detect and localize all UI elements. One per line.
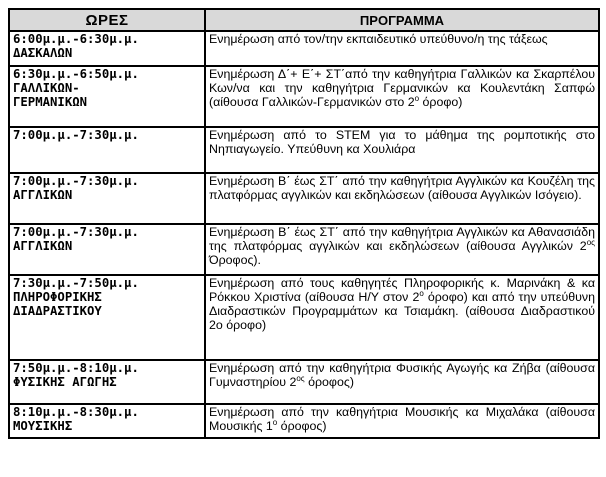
table-row bbox=[9, 275, 599, 360]
time-range: 7:50μ.μ.-8:10μ.μ. bbox=[13, 361, 139, 375]
description-text-end: όροφος) bbox=[304, 375, 354, 389]
description-text: Ενημέρωση από την καθηγήτρια Φυσικής Αγωγής κα Ζήβα (αίθουσα Γυμναστηρίου 2 bbox=[209, 361, 595, 389]
table-row bbox=[9, 173, 599, 224]
ordinal-suffix: ος bbox=[586, 237, 595, 247]
description-cell bbox=[205, 31, 599, 66]
description-cell bbox=[205, 404, 599, 438]
time-cell bbox=[9, 224, 205, 275]
description-cell bbox=[205, 173, 599, 224]
time-range: 7:00μ.μ.-7:30μ.μ. bbox=[13, 128, 139, 142]
ordinal-suffix: ο bbox=[419, 288, 424, 298]
time-range: 6:30μ.μ.-6:50μ.μ. bbox=[13, 67, 139, 81]
time-range: 7:30μ.μ.-7:50μ.μ. bbox=[13, 276, 139, 290]
subject-label: ΜΟΥΣΙΚΗΣ bbox=[13, 419, 73, 433]
time-cell bbox=[9, 360, 205, 404]
table-row bbox=[9, 360, 599, 404]
time-cell bbox=[9, 127, 205, 173]
description-text-end: όροφο) bbox=[419, 95, 463, 109]
header-program: ΠΡΟΓΡΑΜΜΑ bbox=[205, 9, 599, 31]
time-range: 7:00μ.μ.-7:30μ.μ. bbox=[13, 174, 139, 188]
ordinal-suffix: ο bbox=[414, 93, 420, 103]
subject-label: ΓΑΛΛΙΚΩΝ- bbox=[13, 81, 80, 95]
header-row bbox=[9, 9, 599, 31]
subject-label: ΑΓΓΛΙΚΩΝ bbox=[13, 239, 73, 253]
description-text: Ενημέρωση Δ΄+ Ε΄+ ΣΤ΄από την καθηγήτρια Γαλλικών κα Σκαρπέλου Κων/να και την καθηγήτρια Γερμανικών κα Κουλεντάκη Σαπφώ (αίθουσα Γαλλικών-Γερμανικών στο 2 bbox=[209, 67, 595, 109]
description-cell bbox=[205, 360, 599, 404]
time-range: 7:00μ.μ.-7:30μ.μ. bbox=[13, 225, 139, 239]
description-text-end: όροφο) και από την υπεύθυνη Διαδραστικών Προγραμμάτων κα Τσιαμάκη. (αίθουσα Διαδραστικού 2ο όροφο) bbox=[209, 290, 595, 332]
subject-label: ΔΑΣΚΑΛΩΝ bbox=[13, 46, 73, 60]
table-row bbox=[9, 66, 599, 127]
time-cell bbox=[9, 66, 205, 127]
subject-label-line2: ΓΕΡΜΑΝΙΚΩΝ bbox=[13, 95, 88, 109]
description-text: Ενημέρωση Β΄ έως ΣΤ΄ από την καθηγήτρια Αγγλικών κα Αθανασιάδη της πλατφόρμας αγγλικών και εκδηλώσεων (αίθουσα Αγγλικών 2 bbox=[209, 225, 595, 253]
description-text-end: Όροφος). bbox=[209, 253, 262, 267]
time-range: 8:10μ.μ.-8:30μ.μ. bbox=[13, 405, 139, 419]
time-cell bbox=[9, 173, 205, 224]
subject-label-line2: ΔΙΑΔΡΑΣΤΙΚΟΥ bbox=[13, 304, 102, 318]
subject-label: ΑΓΓΛΙΚΩΝ bbox=[13, 188, 73, 202]
table-row bbox=[9, 31, 599, 66]
description-cell bbox=[205, 275, 599, 360]
table-row bbox=[9, 404, 599, 438]
subject-label: ΦΥΣΙΚΗΣ ΑΓΩΓΗΣ bbox=[13, 375, 117, 389]
subject-label: ΠΛΗΡΟΦΟΡΙΚΗΣ bbox=[13, 290, 102, 304]
header-hours: ΩΡΕΣ bbox=[9, 9, 205, 31]
description-text: Ενημέρωση από το STEM για το μάθημα της ρομποτικής στο Νηπιαγωγείο. Υπεύθυνη κα Χουλιάρα bbox=[209, 128, 595, 156]
schedule-table bbox=[8, 8, 600, 439]
description-text: Ενημέρωση Β΄ έως ΣΤ΄ από την καθηγήτρια Αγγλικών κα Κουζέλη της πλατφόρμας αγγλικών και εκδηλώσεων (αίθουσα Αγγλικών Ισόγειο). bbox=[209, 174, 595, 202]
description-text: Ενημέρωση από τον/την εκπαιδευτικό υπεύθυνο/η της τάξεως bbox=[209, 32, 548, 46]
time-cell bbox=[9, 404, 205, 438]
table-row bbox=[9, 127, 599, 173]
table-row bbox=[9, 224, 599, 275]
description-cell bbox=[205, 66, 599, 127]
ordinal-suffix: ο bbox=[272, 417, 278, 427]
time-range: 6:00μ.μ.-6:30μ.μ. bbox=[13, 32, 139, 46]
time-cell bbox=[9, 275, 205, 360]
description-text-end: όροφος) bbox=[277, 419, 327, 433]
description-cell bbox=[205, 224, 599, 275]
time-cell bbox=[9, 31, 205, 66]
ordinal-suffix: ος bbox=[296, 373, 305, 383]
description-text: Ενημέρωση από την καθηγήτρια Μουσικής κα Μιχαλάκα (αίθουσα Μουσικής 1 bbox=[209, 405, 595, 433]
description-text: Ενημέρωση από τους καθηγητές Πληροφορικής κ. Μαρινάκη & κα Ρόκκου Χριστίνα (αίθουσα Η/Υ στον 2 bbox=[209, 276, 595, 304]
description-cell bbox=[205, 127, 599, 173]
